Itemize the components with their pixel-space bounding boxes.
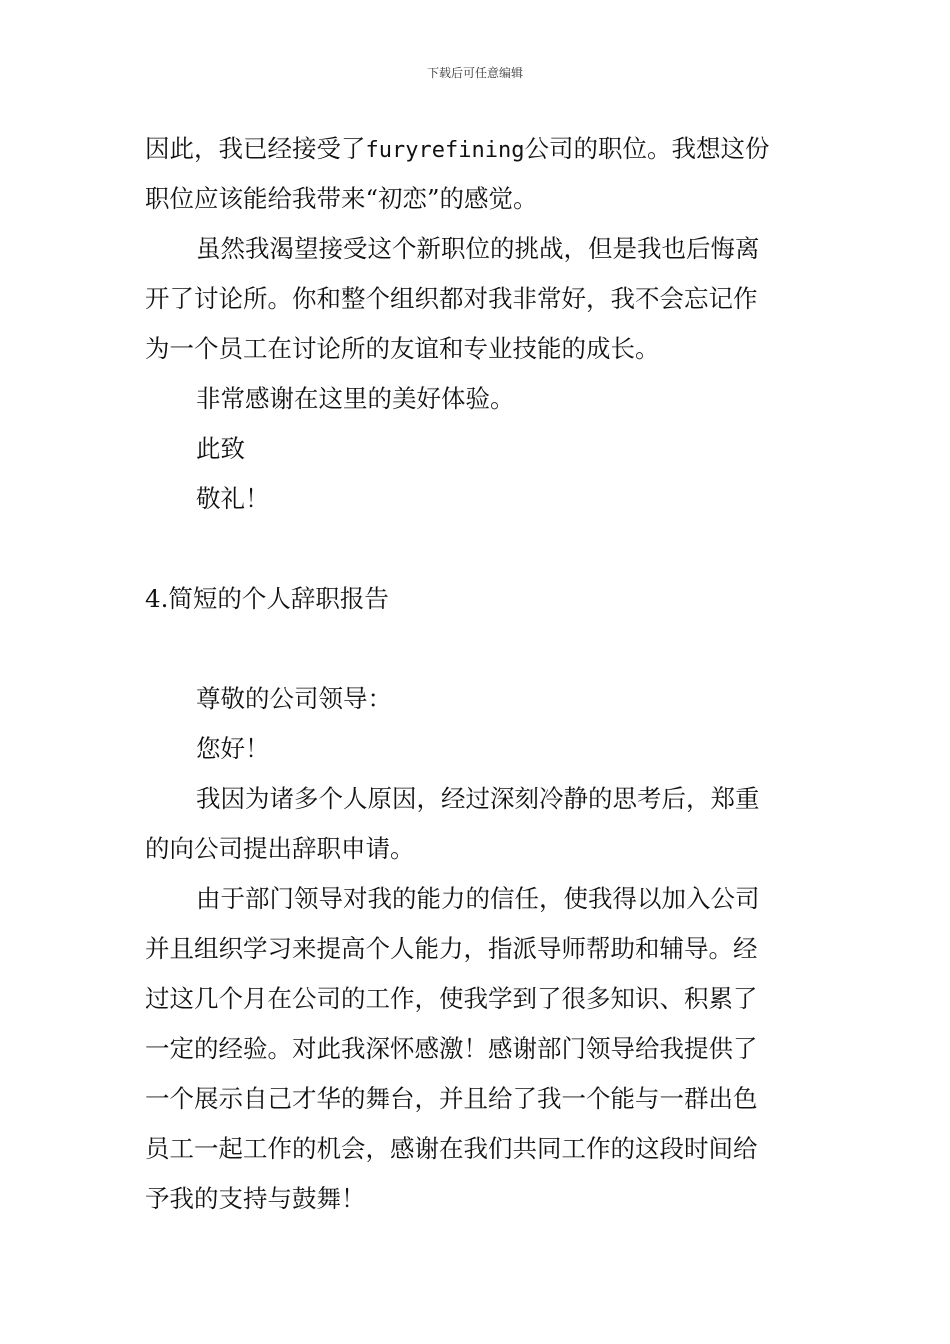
page-header-note: 下载后可任意编辑: [426, 66, 523, 80]
spacer: [145, 524, 807, 574]
text-segment: 公司的职位。我想这份: [524, 134, 770, 163]
company-name: furyrefining: [365, 138, 525, 163]
body-line: 开了讨论所。你和整个组织都对我非常好，我不会忘记作: [145, 284, 758, 313]
body-line: 职位应该能给我带来“初恋”的感觉。: [145, 184, 538, 213]
body-line: 虽然我渴望接受这个新职位的挑战，但是我也后悔离: [196, 234, 760, 263]
letter-salutation: 尊敬的公司领导：: [196, 684, 392, 713]
spacer: [145, 624, 807, 674]
body-line: 为一个员工在讨论所的友谊和专业技能的成长。: [145, 334, 660, 363]
text-segment: 因此，我已经接受了: [145, 134, 366, 163]
closing-line: 敬礼！: [196, 484, 270, 513]
letter-greeting: 您好！: [196, 734, 270, 763]
body-line: 的向公司提出辞职申请。: [145, 834, 415, 863]
body-line: 员工一起工作的机会，感谢在我们共同工作的这段时间给: [145, 1134, 758, 1163]
body-line: 予我的支持与鼓舞！: [145, 1184, 366, 1213]
closing-line: 此致: [196, 434, 245, 463]
body-line: 一定的经验。对此我深怀感激！感谢部门领导给我提供了: [145, 1034, 758, 1063]
document-body: [145, 124, 807, 1224]
body-line: 并且组织学习来提高个人能力，指派导师帮助和辅导。经: [145, 934, 758, 963]
body-line: 非常感谢在这里的美好体验。: [196, 384, 515, 413]
body-line: 一个展示自己才华的舞台，并且给了我一个能与一群出色: [145, 1084, 758, 1113]
body-line: 我因为诸多个人原因，经过深刻冷静的思考后，郑重: [196, 784, 760, 813]
body-line: 过这几个月在公司的工作，使我学到了很多知识、积累了: [145, 984, 758, 1013]
body-line: 由于部门领导对我的能力的信任，使我得以加入公司: [196, 884, 760, 913]
section-title: 4.简短的个人辞职报告: [145, 584, 389, 613]
body-line: [145, 124, 807, 174]
